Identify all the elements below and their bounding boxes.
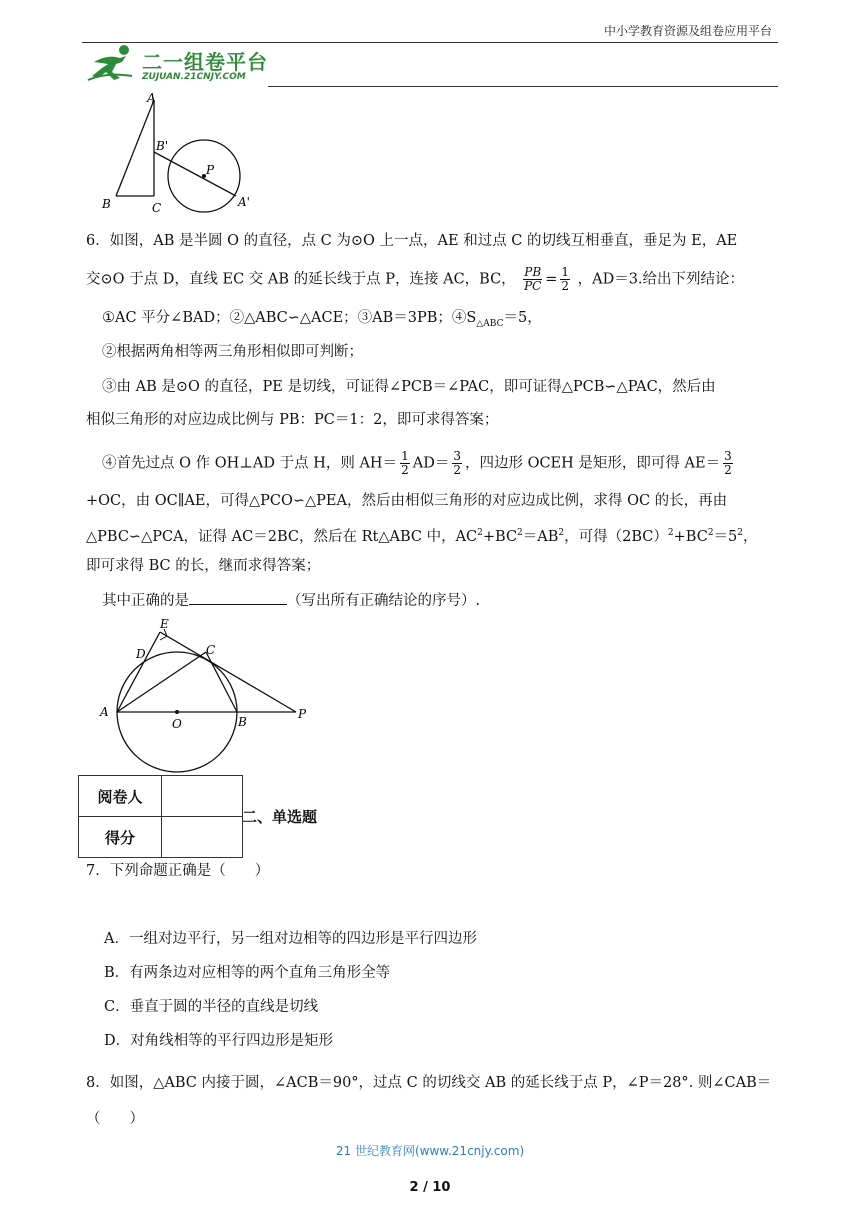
label-B-prime: B' [156, 139, 169, 153]
q6-hint-4-cont-3: 即可求得 BC 的长，继而求得答案； [86, 558, 321, 574]
reviewer-label: 阅卷人 [79, 776, 162, 817]
q6-line-2-text-b: ，AD＝3.给出下列结论： [577, 271, 745, 288]
answer-blank[interactable] [189, 590, 287, 605]
fraction-pb-pc: $\frac{PB}{PC}$ [524, 265, 542, 293]
footer-link[interactable]: 21 世纪教育网(www.21cnjy.com) [335, 1144, 525, 1158]
label-C: C [152, 201, 162, 215]
figure-rotated-triangle [96, 90, 266, 220]
q8-stem: 8．如图，△ABC 内接于圆，∠ACB＝90°，过点 C 的切线交 AB 的延长线于点 P，∠P＝28°. 则∠CAB＝ [86, 1075, 772, 1091]
score-label: 得分 [79, 817, 162, 858]
logo-runner-icon [86, 42, 142, 84]
q7-stem: 7．下列命题正确是（ ） [86, 863, 270, 879]
label-C: C [206, 643, 216, 657]
label-B: B [102, 197, 111, 211]
q7-option-a[interactable]: A．一组对边平行，另一组对边相等的四边形是平行四边形 [104, 931, 477, 947]
fraction-equals: = [545, 271, 558, 288]
page-number: 2 / 10 [409, 1180, 451, 1195]
q6-line-2 [86, 266, 744, 293]
figure-circle-tangent [94, 612, 324, 774]
q6-hint-3: ③由 AB 是⊙O 的直径，PE 是切线，可证得∠PCB＝∠PAC，即可证得△PCB∽△PAC，然后由 [102, 379, 716, 395]
score-cell[interactable] [162, 817, 243, 858]
q7-option-b[interactable]: B．有两条边对应相等的两个直角三角形全等 [104, 965, 391, 981]
q6-hint-4-cont-1: +OC，由 OC∥AE，可得△PCO∽△PEA，然后由相似三角形的对应边成比例，求得 OC 的长，再由 [86, 493, 728, 509]
q6-conclusions: ①AC 平分∠BAD；②△ABC∽△ACE；③AB＝3PB；$④S_{\triangle ABC}=5$， [102, 310, 542, 329]
reviewer-cell[interactable] [162, 776, 243, 817]
q6-hint-3-cont: 相似三角形的对应边成比例与 PB：PC＝1：2，即可求得答案； [86, 412, 499, 428]
label-A: A [147, 91, 156, 105]
label-D: D [136, 647, 146, 661]
header-rule-lower [268, 86, 778, 87]
q6-hint-4: ④首先过点 O 作 OH⊥AD 于点 H，则 AH＝ $\frac{1}{2}$ AD＝ $\frac{3}{2}$ ，四边形 OCEH 是矩形，即可得 AE＝ $\frac{3}{2}$ [102, 449, 732, 477]
label-P: P [206, 163, 215, 177]
label-O: O [172, 717, 182, 731]
q6-hint-2: ②根据两角相等两三角形相似即可判断； [102, 344, 363, 360]
label-P: P [298, 707, 307, 721]
q7-option-d[interactable]: D．对角线相等的平行四边形是矩形 [104, 1033, 334, 1049]
label-A-prime: A' [238, 195, 250, 209]
header-rule [82, 42, 778, 43]
q6-line-2-text-a: 交⊙O 于点 D，直线 EC 交 AB 的延长线于点 P，连接 AC，BC， [86, 271, 516, 288]
label-A: A [100, 705, 109, 719]
q6-hint-4-cont-2: △PBC∽△PCA，证得 AC＝2BC，然后在 Rt△ABC 中，$AC^2+BC^2=AB^2$，可得$(2BC)^2+BC^2=5^2$， [86, 528, 758, 545]
logo-domain: ZUJUAN.21CNJY.COM [142, 72, 246, 82]
score-table [78, 775, 243, 858]
q7-option-c[interactable]: C．垂直于圆的半径的直线是切线 [104, 999, 319, 1015]
fraction-one-half: $\frac{1}{2}$ [561, 265, 569, 293]
logo-name: 二一组卷平台 [142, 50, 268, 74]
label-E: E [160, 617, 169, 631]
q6-line-1: 6．如图，AB 是半圆 O 的直径，点 C 为⊙O 上一点，AE 和过点 C 的切线互相垂直，垂足为 E，AE [86, 233, 738, 249]
q8-paren: （ ） [86, 1111, 144, 1127]
label-B: B [238, 715, 247, 729]
q6-answer-line: 其中正确的是 （写出所有正确结论的序号）. [102, 590, 480, 612]
section-title: 二、单选题 [242, 808, 318, 826]
platform-name: 中小学教育资源及组卷应用平台 [603, 24, 772, 38]
